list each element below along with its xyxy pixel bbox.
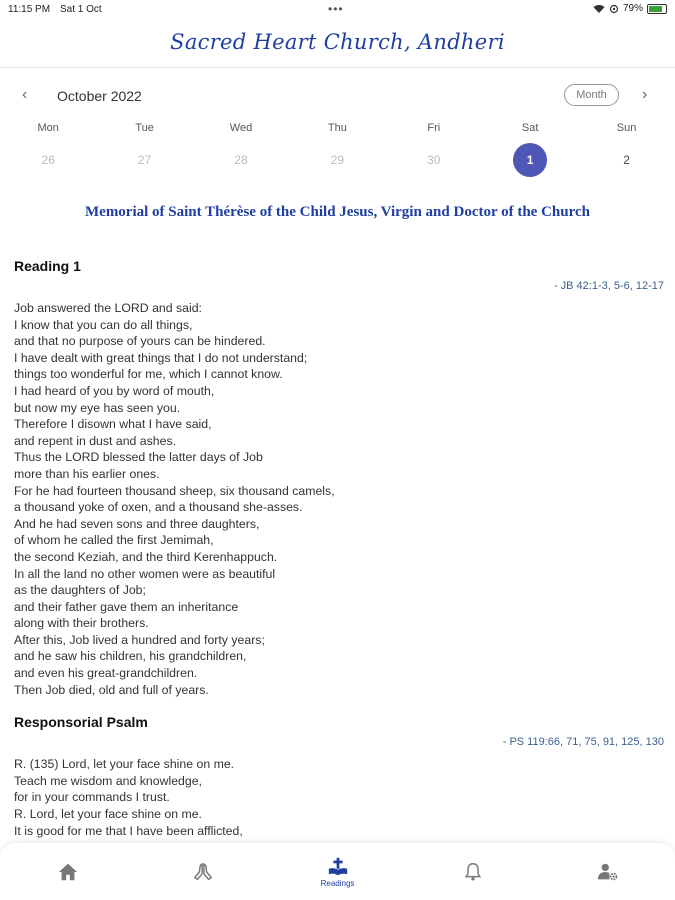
calendar-day-number: 2 <box>623 153 630 167</box>
weekday-label: Tue <box>135 122 154 134</box>
bell-icon <box>462 861 484 883</box>
wifi-icon <box>593 4 605 14</box>
text-line: R. Lord, let your face shine on me. <box>14 807 202 822</box>
tab-prayer[interactable] <box>135 843 270 900</box>
text-line: Therefore I disown what I have said, <box>14 417 212 432</box>
app-title: Sacred Heart Church, Andheri <box>170 30 505 54</box>
bible-cross-icon <box>327 856 349 878</box>
calendar-day[interactable] <box>96 143 192 177</box>
text-line: as the daughters of Job; <box>14 583 146 598</box>
text-line: but now my eye has seen you. <box>14 400 181 415</box>
text-line: a thousand yoke of oxen, and a thousand she-asses. <box>14 500 303 515</box>
user-settings-icon <box>597 861 619 883</box>
calendar-days-row <box>0 143 675 177</box>
text-line: of whom he called the first Jemimah, <box>14 533 214 548</box>
weekday-label: Fri <box>427 122 441 134</box>
status-time: 11:15 PM <box>8 4 51 15</box>
calendar-day-number: 26 <box>41 153 55 167</box>
text-line: It is good for me that I have been afflicted, <box>14 823 243 838</box>
text-line: Then Job died, old and full of years. <box>14 682 209 697</box>
text-line: for in your commands I trust. <box>14 790 170 805</box>
weekday-header-row <box>0 122 675 134</box>
tab-readings-label: Readings <box>320 878 355 888</box>
tab-profile-settings[interactable] <box>540 843 675 900</box>
calendar-header <box>0 80 675 112</box>
text-line: more than his earlier ones. <box>14 466 160 481</box>
text-line: and their father gave them an inheritance <box>14 599 239 614</box>
text-line: In all the land no other women were as beautiful <box>14 566 276 581</box>
month-label: October 2022 <box>57 88 142 104</box>
app-header <box>0 20 675 68</box>
text-line: things too wonderful for me, which I cannot know. <box>14 367 283 382</box>
month-view-toggle-button[interactable]: Month <box>564 84 619 106</box>
reading-reference: - JB 42:1-3, 5-6, 12-17 <box>553 280 664 292</box>
calendar-day[interactable] <box>193 143 289 177</box>
multitasking-dots-icon[interactable]: ••• <box>328 2 344 16</box>
text-line: I had heard of you by word of mouth, <box>14 383 215 398</box>
tab-home[interactable] <box>0 843 135 900</box>
calendar-day-number: 1 <box>513 143 547 177</box>
reading-title: Reading 1 <box>14 258 81 274</box>
status-date: Sat 1 Oct <box>60 4 102 15</box>
text-line: Teach me wisdom and knowledge, <box>14 773 202 788</box>
calendar-day-number: 29 <box>330 153 345 167</box>
tab-notifications[interactable] <box>405 843 540 900</box>
text-line: And he had seven sons and three daughters, <box>14 516 260 531</box>
status-right <box>593 3 667 14</box>
psalm-text <box>14 756 664 839</box>
reading-section <box>14 258 664 698</box>
calendar-day[interactable] <box>0 143 96 177</box>
text-line: Thus the LORD blessed the latter days of Job <box>14 450 263 465</box>
text-line: I know that you can do all things, <box>14 317 193 332</box>
weekday-label: Thu <box>327 122 347 134</box>
next-month-icon[interactable]: › <box>642 86 648 103</box>
calendar-day-number: 27 <box>137 153 152 167</box>
calendar-day[interactable] <box>578 143 674 177</box>
battery-icon <box>647 4 667 14</box>
text-line: the second Keziah, and the third Kerenhappuch. <box>14 549 278 564</box>
text-line: and repent in dust and ashes. <box>14 433 177 448</box>
status-bar <box>0 0 675 20</box>
battery-percent: 79% <box>622 3 643 14</box>
weekday-label: Sat <box>521 122 539 134</box>
calendar-day[interactable] <box>386 143 482 177</box>
psalm-section <box>14 714 664 839</box>
calendar-day-number: 30 <box>427 153 441 167</box>
bottom-navigation <box>0 843 675 900</box>
weekday-label: Wed <box>229 122 253 134</box>
text-line: and that no purpose of yours can be hindered. <box>14 334 266 349</box>
reading-text <box>14 300 664 698</box>
text-line: and even his great-grandchildren. <box>14 666 198 681</box>
calendar-day-selected[interactable] <box>482 143 578 177</box>
orientation-lock-icon <box>609 4 619 14</box>
tab-readings[interactable] <box>270 843 405 900</box>
text-line: I have dealt with great things that I do not understand; <box>14 350 308 365</box>
praying-hands-icon <box>192 861 214 883</box>
text-line: and he saw his children, his grandchildren, <box>14 649 247 664</box>
psalm-reference: - PS 119:66, 71, 75, 91, 125, 130 <box>502 736 664 749</box>
feast-title: Memorial of Saint Thérèse of the Child Jesus, Virgin and Doctor of the Church <box>85 204 590 220</box>
readings-content[interactable] <box>14 258 664 843</box>
psalm-title: Responsorial Psalm <box>14 714 148 731</box>
text-line: After this, Job lived a hundred and forty years; <box>14 632 265 647</box>
weekday-label: Mon <box>37 122 59 134</box>
text-line: along with their brothers. <box>14 616 149 631</box>
prev-month-icon[interactable]: ‹ <box>22 86 28 103</box>
calendar-day-number: 28 <box>234 153 248 167</box>
calendar-day[interactable] <box>289 143 385 177</box>
text-line: For he had fourteen thousand sheep, six thousand camels, <box>14 483 335 498</box>
weekday-label: Sun <box>616 122 637 134</box>
text-line: R. (135) Lord, let your face shine on me. <box>14 757 235 772</box>
home-icon <box>57 861 79 883</box>
text-line: Job answered the LORD and said: <box>14 301 202 315</box>
